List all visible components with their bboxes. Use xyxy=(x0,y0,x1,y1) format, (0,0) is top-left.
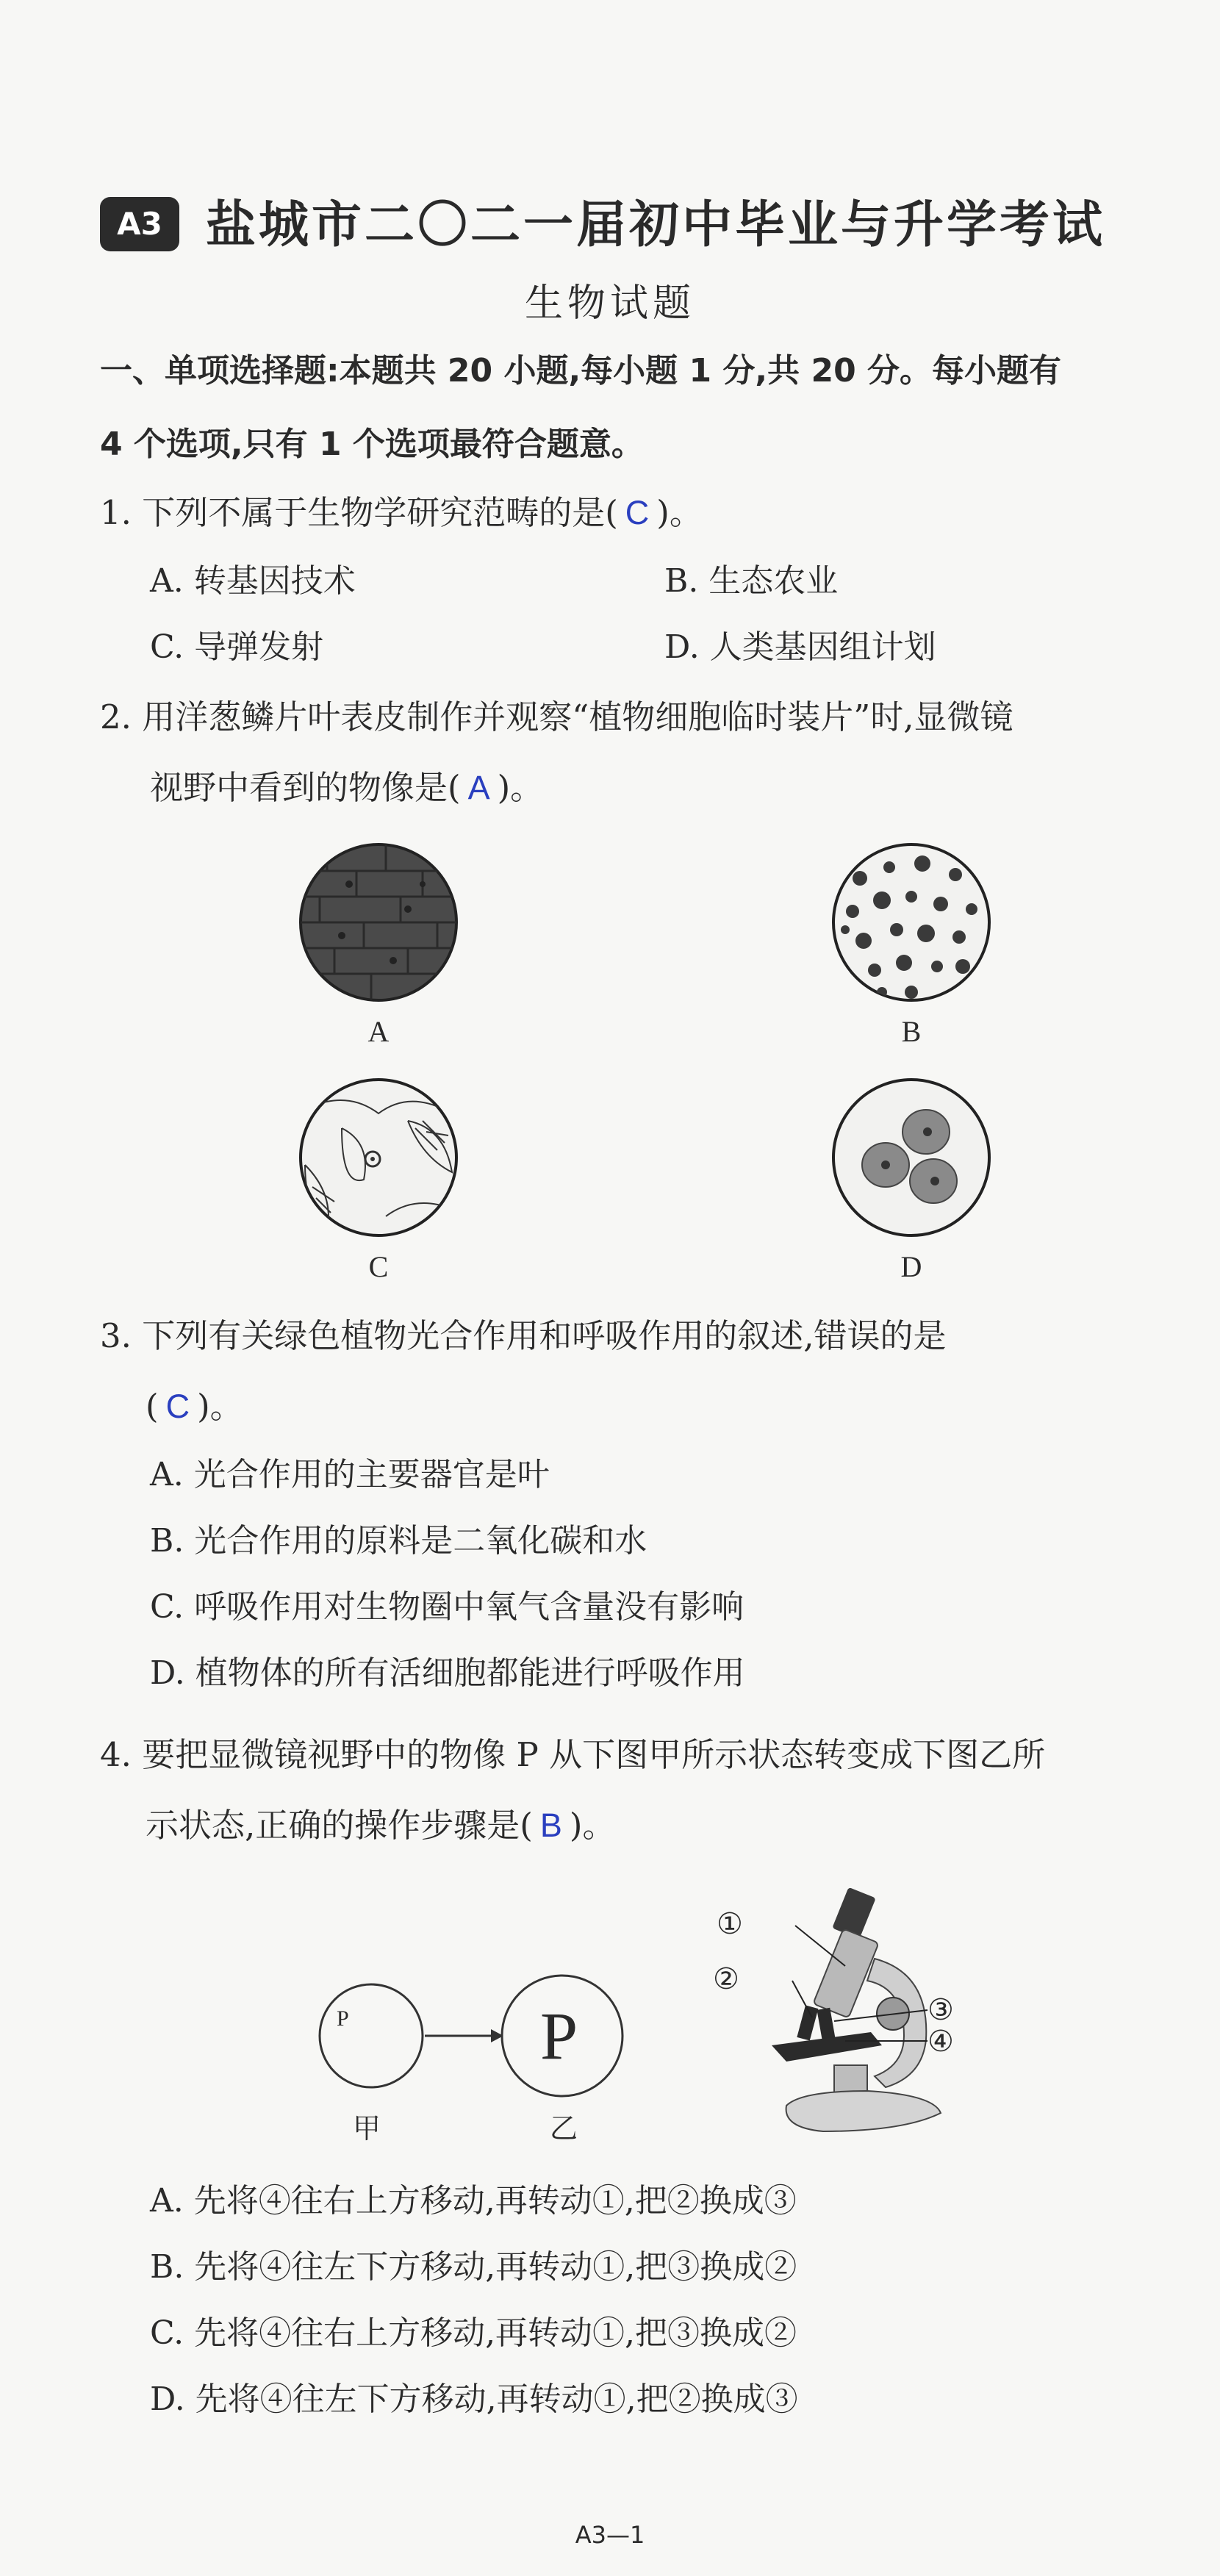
question-3 xyxy=(100,1301,1144,1707)
figure-d-animal-cells xyxy=(830,1077,992,1238)
figure-b-blood-cells xyxy=(830,842,992,1003)
question-1-options-row-1 xyxy=(100,548,1144,614)
question-3-stem-line-2 xyxy=(100,1371,1144,1442)
label-jia: 甲 xyxy=(353,2112,381,2145)
section-line-1: 一、单项选择题:本题共 20 小题,每小题 1 分,共 20 分。每小题有 xyxy=(100,352,1062,390)
figure-a-label: A xyxy=(367,1015,390,1048)
question-4-stem-end: )。 xyxy=(569,1806,616,1845)
question-3-stem-start: ( xyxy=(146,1387,159,1426)
microscope-mark-3: ③ xyxy=(927,1993,954,2027)
question-1-stem xyxy=(100,478,1144,548)
section-line-2: 4 个选项,只有 1 个选项最符合题意。 xyxy=(100,426,644,463)
option-4c: C. 先将④往右上方移动,再转动①,把③换成② xyxy=(150,2314,797,2352)
question-2-answer: A xyxy=(467,769,490,806)
option-1c: C. 导弹发射 xyxy=(150,628,324,666)
question-4-stem-line-1: 4. 要把显微镜视野中的物像 P 从下图甲所示状态转变成下图乙所 xyxy=(100,1735,1046,1774)
question-2 xyxy=(100,682,1144,823)
microscope-illustration xyxy=(757,1878,1000,2142)
label-yi: 乙 xyxy=(550,2112,578,2145)
figure-c-leaf-cells xyxy=(298,1077,459,1238)
option-1d: D. 人类基因组计划 xyxy=(664,628,936,666)
figure-d-label: D xyxy=(900,1250,922,1283)
option-4a: A. 先将④往右上方移动,再转动①,把②换成③ xyxy=(150,2182,797,2220)
page-number: A3—1 xyxy=(575,2521,645,2549)
figure-view-transition xyxy=(316,1948,647,2117)
microscope-mark-4: ④ xyxy=(927,2025,954,2059)
question-3-stem-line-1: 3. 下列有关绿色植物光合作用和呼吸作用的叙述,错误的是 xyxy=(100,1316,947,1355)
figure-c-label: C xyxy=(368,1250,389,1283)
option-3c: C. 呼吸作用对生物圈中氧气含量没有影响 xyxy=(150,1588,744,1626)
question-1-stem-text: 1. 下列不属于生物学研究范畴的是( xyxy=(100,493,618,532)
big-p-label: P xyxy=(540,1998,578,2073)
question-4-stem-line-2 xyxy=(100,1790,1144,1861)
question-1-stem-end: )。 xyxy=(656,493,703,532)
question-2-stem-line-1: 2. 用洋葱鳞片叶表皮制作并观察“植物细胞临时装片”时,显微镜 xyxy=(100,697,1013,736)
small-p-label: P xyxy=(337,2006,349,2031)
option-1b: B. 生态农业 xyxy=(664,562,839,600)
question-4 xyxy=(100,1720,1144,1861)
question-1-options-row-2 xyxy=(100,614,1144,681)
microscope-mark-1: ① xyxy=(717,1907,743,1941)
question-2-stem-text: 视野中看到的物像是( xyxy=(150,768,461,807)
option-3d: D. 植物体的所有活细胞都能进行呼吸作用 xyxy=(150,1654,745,1692)
option-4b: B. 先将④往左下方移动,再转动①,把③换成② xyxy=(150,2248,797,2286)
question-2-stem-line-2 xyxy=(100,753,1144,823)
option-3b: B. 光合作用的原料是二氧化碳和水 xyxy=(150,1522,647,1560)
question-4-options xyxy=(100,2168,1144,2433)
question-3-stem-end: )。 xyxy=(197,1387,243,1426)
figure-a-onion-cells xyxy=(298,842,459,1003)
question-2-stem-end: )。 xyxy=(497,768,544,807)
section-instruction xyxy=(100,334,1144,481)
option-3a: A. 光合作用的主要器官是叶 xyxy=(150,1456,550,1493)
question-4-answer: B xyxy=(539,1807,562,1844)
question-1 xyxy=(100,478,1144,681)
subject-title: 生物试题 xyxy=(524,281,695,326)
option-4d: D. 先将④往左下方移动,再转动①,把②换成③ xyxy=(150,2381,798,2418)
option-1a: A. 转基因技术 xyxy=(150,562,356,600)
figure-b-label: B xyxy=(901,1015,922,1048)
exam-badge: A3 xyxy=(100,197,179,251)
microscope-mark-2: ② xyxy=(713,1962,739,1996)
question-3-answer: C xyxy=(165,1388,190,1425)
question-1-answer: C xyxy=(625,494,650,531)
exam-title: 盐城市二〇二一届初中毕业与升学考试 xyxy=(206,195,1106,254)
question-4-stem-text: 示状态,正确的操作步骤是( xyxy=(146,1806,533,1845)
